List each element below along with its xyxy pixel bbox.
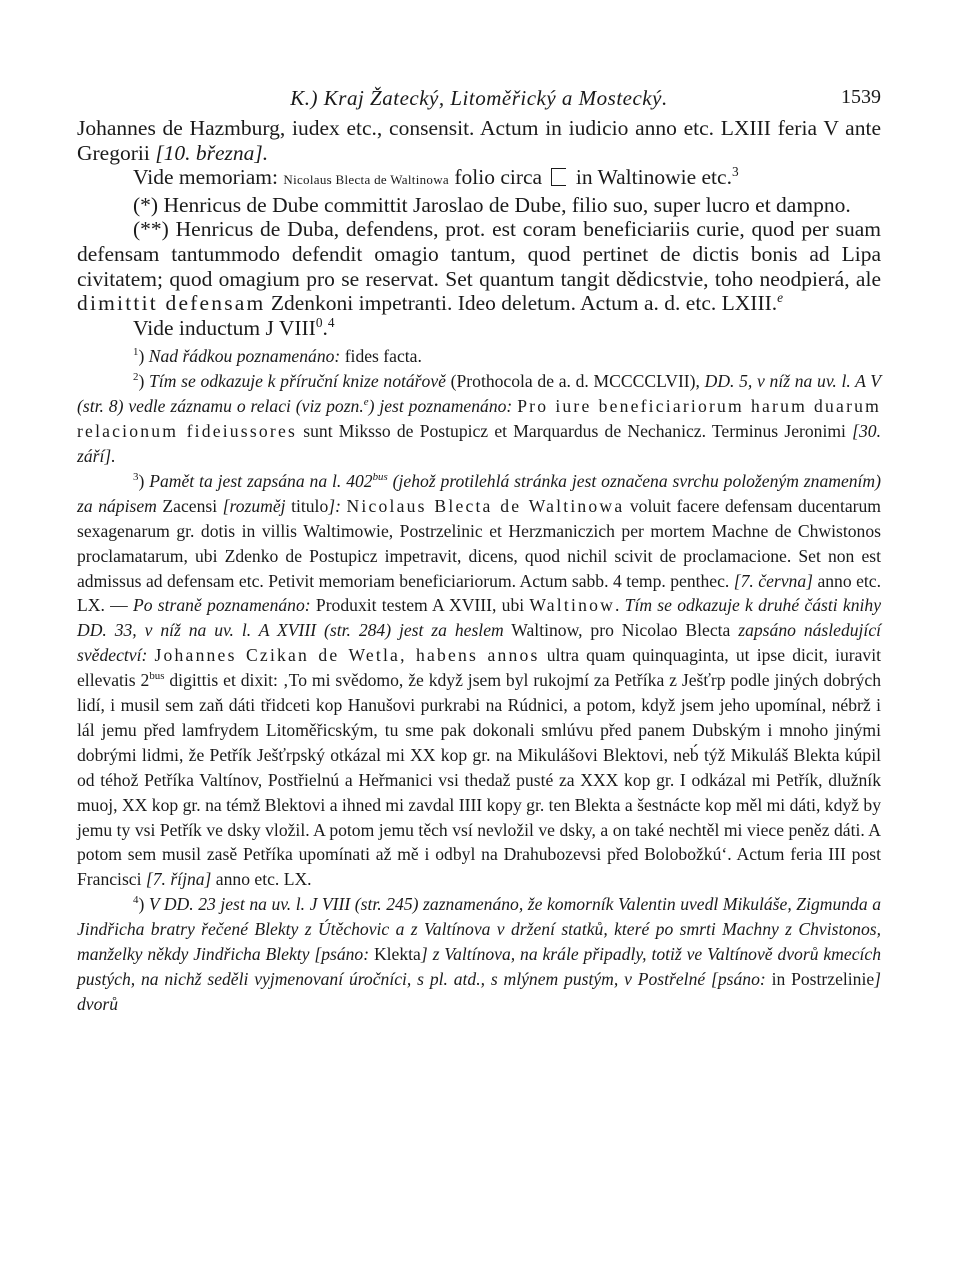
paragraph-4-spaced: dimittit defensam: [77, 291, 266, 316]
footnote-ref-4: 4: [327, 314, 335, 330]
footnote-4-part-a: V DD. 23 jest na uv. l. J VIII (str. 245) zaznamenáno, že komorník Valentin uvedl Mikuláše, Zigmunda a Jindřicha bratry řečené Blekty z Útěchovic a z Valtínova v držení statků, které po smrti Machny z Chvistonos, manželky někdy Jindřicha Blekty [psáno:: [77, 894, 881, 965]
footnote-2-part-f: Pro iure beneficiariorum harum duarum relacionum fideiussores: [77, 396, 882, 442]
running-title: K.) Kraj Žatecký, Litoměřický a Mostecký.: [290, 86, 668, 110]
footnote-3-part-w: [7. října]: [145, 869, 212, 890]
footnote-3-sup-bus: bus: [149, 670, 165, 683]
footnote-3-part-n: Waltinow: [529, 595, 615, 616]
footnote-3-part-p: Tím se odkazuje k druhé části knihy DD. 33, v níž na uv. l. A XVIII (str. 284) jest za heslem: [77, 595, 882, 641]
footnote-3-part-o: .: [614, 595, 625, 616]
running-header: [77, 86, 881, 116]
footnote-1-text-italic: Nad řádkou poznamenáno:: [148, 346, 341, 367]
footnote-2-part-b: (Prothocola de a. d. MCCCCLVII),: [445, 371, 705, 392]
footnote-3-part-m: Produxit testem A XVIII, ubi: [310, 595, 530, 616]
document-page: [77, 86, 881, 1017]
paragraph-2-text: Vide memoriam:: [133, 165, 284, 190]
footnote-number: 4: [133, 894, 139, 907]
paragraph-5-degree: 0: [315, 314, 323, 330]
footnote-2-part-h: [30. září].: [77, 421, 881, 466]
footnote-1-text: fides facta.: [340, 346, 422, 367]
footnote-3-part-c: Zacensi: [156, 495, 223, 516]
paragraph-4: [77, 217, 881, 315]
footnote-3-part-f: ]:: [328, 495, 341, 516]
paragraph-4-text: (**) Henricus de Duba, defendens, prot. est coram beneficiariis curie, quod per suam defensam tantummodo defendit omagio tantum, quod pertinet de dictis bonis ad Lipa civitatem; quod omagium pro se reservat. Set quantum tangit dědicstvie, toho neodpierá, ale: [77, 217, 881, 291]
paragraph-2-name: Nicolaus Blecta de Waltinowa: [283, 172, 449, 188]
paragraph-5-text: Vide inductum J VIII: [133, 315, 316, 340]
footnote-4-part-e: ] dvorů: [77, 969, 882, 1014]
footnote-3-part-b: (jehož protilehlá stránka jest označena svrchu položeným znamením) za nápisem: [77, 470, 881, 516]
footnote-number: 1: [133, 346, 139, 359]
paragraph-1-text: Johannes de Hazmburg, iudex etc., consensit. Actum in iudicio anno etc. LXIII feria V ante Gregorii: [77, 116, 881, 165]
page-number: 1539: [841, 86, 881, 108]
footnote-2: $^2$) Tím se odkazuje k příruční knize notářově (Prothocola de a. d. MCCCCLVII), DD. 5, v níž na uv. l. A V (str. 8) vedle záznamu o relaci (viz pozn.$^e$) jest poznamenáno: Pro iure beneficiariorum harum duarum relacionum fideiussores sunt Miksso de Postupicz et Marquardus de Nechanicz. Terminus Jeronimi [30. září].: [77, 371, 882, 466]
paragraph-2-tail: in Waltinowie etc.: [570, 165, 732, 190]
footnote-4-part-b: Klekta: [369, 944, 421, 965]
footnote-number: 3: [133, 471, 139, 484]
paragraph-3: [77, 193, 881, 218]
footnote-2-part-d: ) jest poznamenáno:: [368, 396, 513, 417]
footnote-4: $^4$) V DD. 23 jest na uv. l. J VIII (str. 245) zaznamenáno, že komorník Valentin uvedl Mikuláše, Zigmunda a Jindřicha bratry řečené Blekty z Útěchovic a z Valtínova v držení statků, které po smrti Machny z Chvistonos, manželky někdy Jindřicha Blekty [psáno: Klekta] z Valtínova, na krále připadly, totiž ve Valtínově dvorů kmecích pustých, na nichž seděli vyjmenovaní úročníci, s pl. atd., s mlýnem pustým, v Postřelné [psáno: in Postrzelinie] dvorů: [77, 894, 882, 1014]
paragraph-2: [77, 165, 881, 193]
footnotes: [77, 344, 881, 1016]
paragraph-2-folio: folio circa: [448, 165, 548, 190]
footnote-3-part-v: digittis et dixit: ‚To mi svědomo, že když jsem byl rukojmí za Petříka z Ješťrp podle jiných dobrých lidí, i musil sem zaň dáti třidceti kop Hanušovi purkrabi na Rúdnici, a potom, když jsem jeho upomínal, nébrž i lál jemu před lamfrydem Litoměřicským, tu sme pak dokonali smlúvu před panem Dubským i mnoho jinými dobrými lidmi, že Petřík Ješťrpský otkázal mi XX kop gr. na Mikulášovi Blektovi, neb́ týž Mikuláš Blekta kúpil od téhož Petříka Valtínov, Postřielnú a Heřmanici vsi thedaž pusté za XXX kop gr. I odkázal mi Petřík, dlužník muoj, XX kop gr. na témž Blektovi a ihned mi zavdal IIII kopy gr. ten Blekta a šestnácte kop měl mi dáti, když by jemu ty vsi Petřík ve dsky vložil. A potom jemu těch vsí nevložil ve dsky, a on také nechtěl mi viece peněz dáti. A potom sem musil zasě Petříka upomínati až mě i odbyl na Drahubozevsi před Bolobožkú‘. Actum feria III post Francisci: [77, 670, 881, 890]
footnote-4-part-c: ] z Valtínova, na krále připadly, totiž ve Valtínově dvorů kmecích pustých, na nichž seděli vyjmenovaní úročníci, s pl. atd., s mlýnem pustým, v Postřelné [psáno:: [77, 944, 881, 989]
footnote-3-part-i: voluit facere defensam ducentarum sexagenarum gr. dotis in villis Waltimowie, Postrzelinic et Herzmaniczich per mortem Machne de Chwistonos proclamatarum, ubi Zdenko de Postupicz impetravit, dicens, quod nichil scivit de proclamacione. Set non est admissus ad defensam etc. Petivit memoriam beneficiariorum. Actum sabb. 4 temp. penthec.: [77, 495, 881, 591]
footnote-3-part-a: Pamět ta jest zapsána na l. 402: [149, 470, 373, 491]
textual-note-ref-e: e: [777, 290, 784, 305]
footnote-2-part-c: DD. 5, v níž na uv. l. A V (str. 8) vedle záznamu o relaci (viz pozn.: [77, 371, 881, 417]
footnote-number: 2: [133, 371, 139, 384]
footnote-3-part-r: zapsáno následující svědectví:: [77, 620, 882, 666]
paragraph-3-text: (*) Henricus de Dube committit Jaroslao de Dube, filio suo, super lucro et dampno.: [133, 192, 851, 217]
footnote-3-part-d: [rozuměj: [222, 495, 286, 516]
main-text: [77, 116, 881, 340]
footnote-2-sup: e: [363, 396, 369, 409]
paragraph-5-dot: .: [322, 315, 328, 340]
footnote-3-part-k: anno etc. LX. —: [77, 570, 882, 616]
footnote-3-part-e: titulo: [285, 495, 329, 516]
folio-sign-icon: [551, 168, 566, 186]
footnote-3-part-t: Johannes Czikan de Wetla, habens annos: [154, 645, 540, 666]
footnote-3-part-l: Po straně poznamenáno:: [132, 595, 311, 616]
paragraph-5: [77, 316, 881, 341]
footnote-3-part-x: anno etc. LX.: [211, 869, 312, 890]
paragraph-4-tail: Zdenkoni impetranti. Ideo deletum. Actum a. d. etc. LXIII.: [265, 291, 778, 316]
footnote-3-part-q: Waltinow, pro Nicolao Blecta: [503, 620, 739, 641]
paragraph-1: [77, 116, 881, 165]
footnote-3-part-h: Nicolaus Blecta de Waltinowa: [346, 495, 625, 516]
footnote-3-part-s: [147, 645, 154, 665]
footnote-3-sup-r: bus: [372, 471, 388, 484]
footnote-ref-3: 3: [731, 164, 739, 180]
footnote-4-part-d: in Postrzelinie: [765, 969, 875, 989]
footnote-1: $^1$) Nad řádkou poznamenáno: fides facta.: [133, 346, 422, 367]
paragraph-1-date: [10. března].: [155, 140, 269, 165]
footnote-3: $^3$) Pamět ta jest zapsána na l. $402^{bus}$ (jehož protilehlá stránka jest označena svrchu položeným znamením) za nápisem Zacensi [rozuměj titulo]: Nicolaus Blecta de Waltinowa voluit facere defensam ducentarum sexagenarum gr. dotis in villis Waltimowie, Postrzelinic et Herzmaniczich per mortem Machne de Chwistonos proclamatarum, ubi Zdenko de Postupicz impetravit, dicens, quod nichil scivit de proclamacione. Set non est admissus ad defensam etc. Petivit memoriam beneficiariorum. Actum sabb. 4 temp. penthec. [7. června] anno etc. LX. — Po straně poznamenáno: Produxit testem A XVIII, ubi Waltinow. Tím se odkazuje k druhé části knihy DD. 33, v níž na uv. l. A XVIII (str. 284) jest za heslem Waltinow, pro Nicolao Blecta zapsáno následující svědectví: Johannes Czikan de Wetla, habens annos ultra quam quinquaginta, ut ipse dicit, iuravit ellevatis $2^{bus}$ digittis et dixit: ‚To mi svědomo, že když jsem byl rukojmí za Petříka z Ješťrp podle jiných dobrých lidí, i musil sem zaň dáti třidceti kop Hanušovi purkrabi na Rúdnici, a potom, když jsem jeho upomínal, nébrž i lál jemu před lamfrydem Litoměřicským, tu sme pak dokonali smlúvu před panem Dubským i mnoho jinými dobrými lidmi, že Petřík Ješťrpský otkázal mi XX kop gr. na Mikulášovi Blektovi, neb́ týž Mikuláš Blekta kúpil od téhož Petříka Valtínov, Postřielnú a Heřmanici vsi thedaž pusté za XXX kop gr. I odkázal mi Petřík, dlužník muoj, XX kop gr. na témž Blektovi a ihned mi zavdal IIII kopy gr. ten Blekta a šestnácte kop měl mi dáti, když by jemu ty vsi Petřík ve dsky vložil. A potom jemu těch vsí nevložil ve dsky, a on také nechtěl mi viece peněz dáti. A potom sem musil zasě Petříka upomínati až mě i odbyl na Drahubozevsi před Bolobožkú‘. Actum feria III post Francisci [7. října] anno etc. LX.: [77, 470, 882, 890]
footnote-2-part-g: sunt Miksso de Postupicz et Marquardus de Nechanicz. Terminus Jeronimi: [297, 421, 853, 442]
footnote-2-part-a: Tím se odkazuje k příruční knize notářově: [149, 371, 446, 392]
footnote-3-part-u: ultra quam quinquaginta, ut ipse dicit, iuravit ellevatis 2: [77, 645, 881, 691]
footnote-3-part-j: [7. června]: [733, 570, 813, 591]
